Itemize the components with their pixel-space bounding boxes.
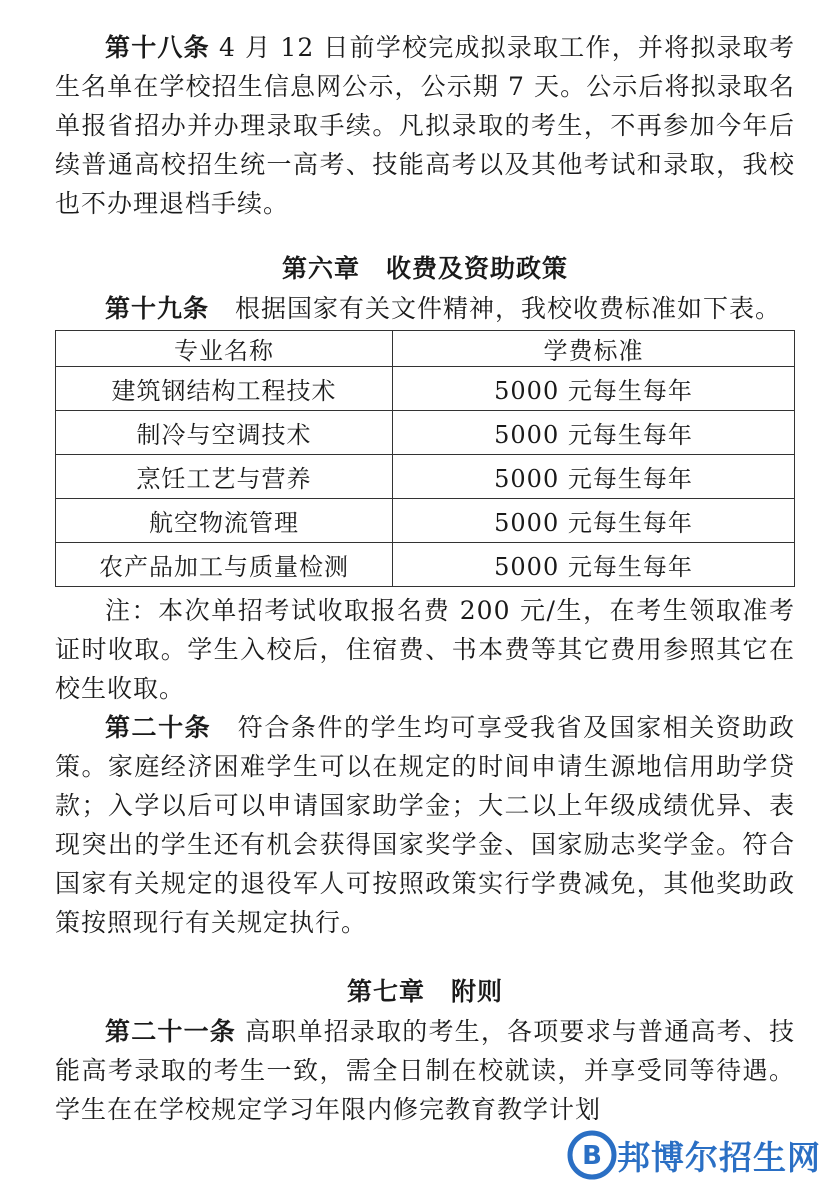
- cell-major: 烹饪工艺与营养: [56, 455, 393, 499]
- cell-fee: 5000 元每生每年: [393, 367, 795, 411]
- cell-fee: 5000 元每生每年: [393, 543, 795, 587]
- chapter-6-title: 第六章 收费及资助政策: [281, 254, 568, 283]
- fee-note: 注：本次单招考试收取报名费 200 元/生，在考生领取准考证时收取。学生入校后，住宿费、书本费等其它费用参照其它在校生收取。: [55, 596, 795, 703]
- watermark-logo: [567, 1130, 821, 1180]
- article-20-text: 符合条件的学生均可享受我省及国家相关资助政策。家庭经济困难学生可以在规定的时间申请生源地信用助学贷款；入学以后可以申请国家助学金；大二以上年级成绩优异、表现突出的学生还有机会获得国家奖学金、国家励志奖学金。符合国家有关规定的退役军人可按照政策实行学费减免，其他奖助政策按照现行有关规定执行。: [55, 713, 795, 937]
- table-row: [56, 455, 795, 499]
- article-21-text: 高职单招录取的考生，各项要求与普通高考、技能高考录取的考生一致，需全日制在校就读，并享受同等待遇。学生在在学校规定学习年限内修完教育教学计划: [55, 1017, 795, 1124]
- cell-fee: 5000 元每生每年: [393, 499, 795, 543]
- table-row: [56, 411, 795, 455]
- cell-major: 农产品加工与质量检测: [56, 543, 393, 587]
- watermark-text: 邦博尔招生网: [617, 1137, 821, 1177]
- table-row: [56, 499, 795, 543]
- fee-table: [55, 330, 795, 587]
- chapter-7-title: 第七章 附则: [346, 977, 503, 1006]
- svg-text:B: B: [582, 1141, 602, 1171]
- article-18: [55, 28, 795, 223]
- cell-fee: 5000 元每生每年: [393, 411, 795, 455]
- article-19-label: 第十九条: [105, 294, 210, 323]
- cell-fee: 5000 元每生每年: [393, 455, 795, 499]
- article-19-text: 根据国家有关文件精神，我校收费标准如下表。: [209, 294, 782, 323]
- article-20-label: 第二十条: [105, 713, 212, 742]
- cell-major: 航空物流管理: [56, 499, 393, 543]
- article-19: [55, 289, 795, 328]
- article-21-label: 第二十一条: [105, 1017, 236, 1046]
- table-row: [56, 543, 795, 587]
- circle-b-logo-icon: [567, 1130, 617, 1180]
- cell-major: 制冷与空调技术: [56, 411, 393, 455]
- article-18-label: 第十八条: [105, 33, 210, 62]
- article-18-text: 4 月 12 日前学校完成拟录取工作，并将拟录取考生名单在学校招生信息网公示，公示期 7 天。公示后将拟录取名单报省招办并办理录取手续。凡拟录取的考生，不再参加今年后续普通高校招生统一高考、技能高考以及其他考试和录取，我校也不办理退档手续。: [55, 33, 795, 218]
- article-20: [55, 708, 795, 942]
- table-row: [56, 367, 795, 411]
- article-21: [55, 1012, 795, 1129]
- document-page: [55, 28, 795, 1129]
- header-fee: 学费标准: [393, 331, 795, 367]
- fee-table-header-row: [56, 331, 795, 367]
- header-major: 专业名称: [56, 331, 393, 367]
- cell-major: 建筑钢结构工程技术: [56, 367, 393, 411]
